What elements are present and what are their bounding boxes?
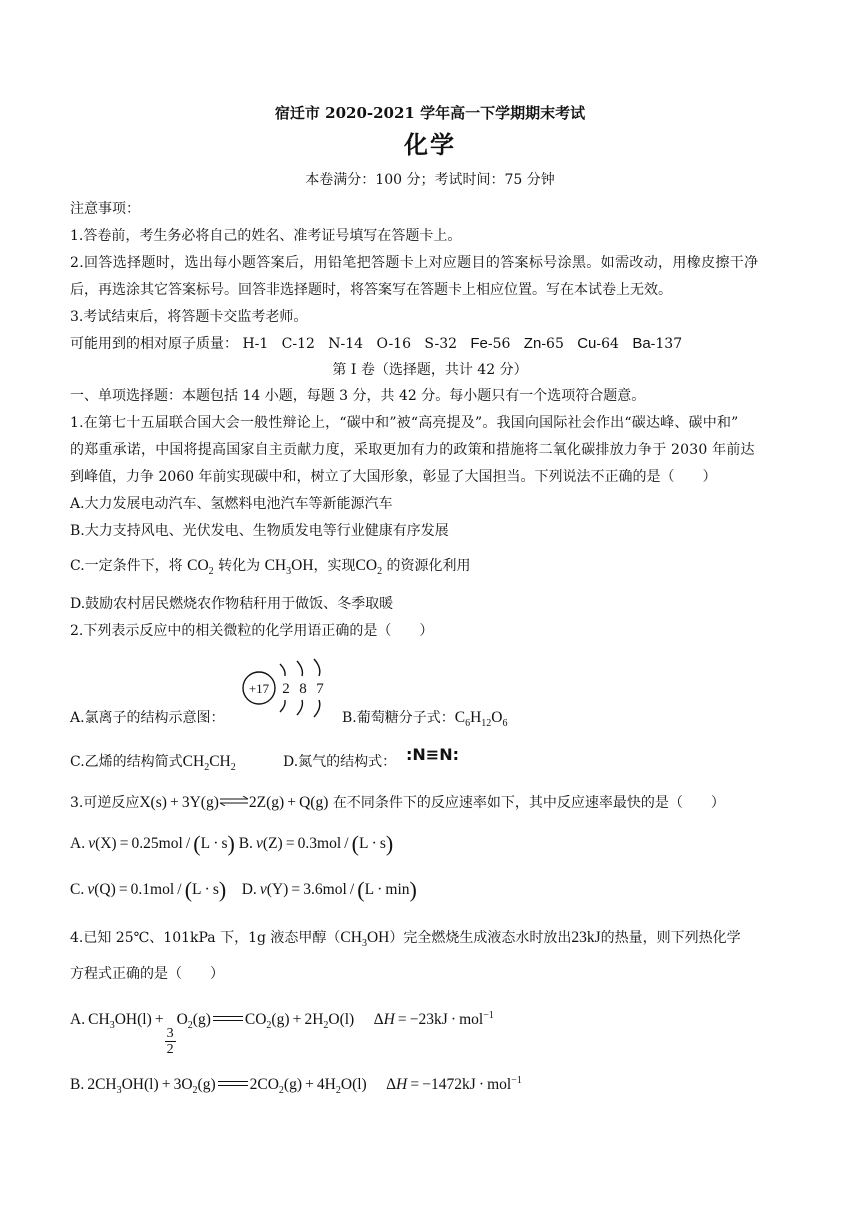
formula-co2: $CO_2$ (355, 557, 383, 578)
mass-ba-symbol: Ba (632, 335, 651, 352)
mass-o: O-16 (376, 336, 411, 352)
equals-arrow-icon (213, 1016, 243, 1021)
q3-option-c-label: C. (70, 881, 85, 898)
nucleus-charge: +17 (248, 681, 270, 696)
q2-option-a: A.氯离子的结构示意图： (70, 710, 225, 726)
q1-stem-line: 1.在第七十五届联合国大会一般性辩论上，“碳中和”被“高亮提及”。我国向国际社会作出“碳达峰、碳中和” (70, 415, 739, 431)
q2-option-d (283, 752, 396, 772)
q2-c-label: C.乙烯的结构简式 (70, 754, 183, 770)
shell-arc (280, 700, 285, 712)
reversible-arrow-icon (219, 796, 249, 806)
chloride-ion-structure-diagram (240, 658, 336, 720)
shell-arc (297, 661, 302, 676)
q2-option-c (70, 752, 236, 772)
q2-d-label: D.氮气的结构式： (283, 754, 397, 770)
q2-stem: 2.下列表示反应中的相关微粒的化学用语正确的是（ ） (70, 623, 434, 639)
section-description: 一、单项选择题：本题包括 14 小题，每题 3 分，共 42 分。每小题只有一个选项符合题意。 (70, 388, 646, 404)
q1-stem-line: 的郑重承诺，中国将提高国家自主贡献力度，采取更加有力的政策和措施将二氧化碳排放力争于 2030 年前达 (70, 442, 755, 458)
equals-arrow-icon (218, 1081, 248, 1086)
q3-option-a-label: A. (70, 835, 86, 852)
q1-c-text: 转化为 (218, 558, 261, 574)
mass-s: S-32 (424, 336, 458, 352)
q4-text: 4.已知 25℃、101kPa 下，1g 液态甲醇（ (70, 930, 341, 946)
fraction-three-halves: $\frac{3}{2}$ (166, 1026, 174, 1057)
q3-option-ab: A. v(X) = 0.25mol / (L · s) B. v(Z) = 0.3mol / (L · s) (70, 831, 394, 856)
q1-stem-line: 到峰值，力争 2060 年前实现碳中和，树立了大国形象，彰显了大国担当。下列说法不正确的是（ ） (70, 469, 717, 485)
formula-glucose: $C_6H_{12}O_6$ (454, 709, 508, 730)
mass-n: N-14 (328, 336, 364, 352)
enthalpy-value: −23kJ (409, 1011, 448, 1028)
q3-suffix: 在不同条件下的反应速率如下，其中反应速率最快的是（ ） (332, 795, 725, 811)
q1-c-text: ，实现 (313, 558, 356, 574)
mass-fe-symbol: Fe (470, 335, 488, 352)
q4-stem-line: 方程式正确的是（ ） (70, 966, 224, 982)
shell-electrons: 2 (282, 681, 290, 697)
q3-option-b-label: B. (238, 835, 253, 852)
q3-prefix: 3.可逆反应 (70, 795, 140, 811)
reversible-reaction-equation: X(s) + 3Y(g) 2Z(g) + Q(g) (139, 794, 329, 811)
q2-b-label: B.葡萄糖分子式： (342, 710, 455, 726)
formula-ethylene: $CH_2CH_2$ (182, 753, 236, 774)
notice-item: 3.考试结束后，将答题卡交监考老师。 (70, 309, 308, 325)
q4-stem-line (70, 928, 741, 948)
q4-option-b: B. $2CH_3OH(l) + 3O_2(g) 2CO_2(g) + 4H_2O(l)$ ΔH = −1472kJ · mol$^{-1}$ (70, 1074, 522, 1097)
shell-arc (280, 664, 285, 676)
q3-option-d-label: D. (241, 881, 257, 898)
formula-ch3oh: $CH_3OH$ (264, 557, 314, 578)
q4-text: 的热量，则下列热化学 (600, 930, 741, 946)
shell-electrons: 8 (299, 681, 307, 697)
shell-arc (297, 700, 302, 715)
mass-cu-value: -64 (596, 336, 619, 352)
exam-info: 本卷满分：100 分；考试时间：75 分钟 (305, 172, 555, 188)
q1-option-a: A.大力发展电动汽车、氢燃料电池汽车等新能源汽车 (70, 496, 393, 512)
notice-item: 后，再选涂其它答案标号。回答非选择题时，将答案写在答题卡上相应位置。写在本试卷上无效。 (70, 282, 672, 298)
q1-c-text: C.一定条件下，将 (70, 558, 183, 574)
q3-stem (70, 793, 725, 813)
q1-option-b: B.大力支持风电、光伏发电、生物质发电等行业健康有序发展 (70, 523, 449, 539)
mass-zn-symbol: Zn (523, 335, 542, 352)
enthalpy-value: −1472kJ (422, 1076, 476, 1093)
subject-title: 化学 (404, 130, 456, 159)
q3-option-cd: C. v(Q) = 0.1mol / (L · s) D. v(Y) = 3.6mol / (L · min) (70, 877, 417, 902)
mass-zn-value: -65 (541, 336, 564, 352)
q2-option-b (342, 708, 508, 728)
shell-arc (314, 700, 320, 717)
q1-option-c (70, 556, 471, 576)
mass-cu-symbol: Cu (577, 335, 597, 352)
shell-electrons: 7 (316, 681, 324, 697)
heat-value: 23kJ (571, 929, 601, 946)
notice-item: 1.答卷前，考生务必将自己的姓名、准考证号填写在答题卡上。 (70, 228, 462, 244)
q1-option-d: D.鼓励农村居民燃烧农作物秸秆用于做饭、冬季取暖 (70, 596, 394, 612)
atomic-masses (70, 334, 682, 354)
notice-item: 2.回答选择题时，选出每小题答案后，用铅笔把答题卡上对应题目的答案标号涂黑。如需改动，用橡皮擦干净 (70, 255, 759, 271)
q4-option-a: A. $CH_3OH(l)$ + $\frac{3}{2}$ $O_2(g) CO_2(g) + 2H_2O(l)$ ΔH = −23kJ · mol$^{-1}$ (70, 1009, 494, 1057)
exam-title: 宿迁市 2020-2021 学年高一下学期期末考试 (274, 104, 586, 122)
mass-fe-value: -56 (487, 336, 511, 352)
atomic-masses-label: 可能用到的相对原子质量： (70, 336, 238, 352)
q4-option-b-label: B. (70, 1076, 85, 1093)
notice-heading: 注意事项： (70, 201, 140, 217)
q4-text: ）完全燃烧生成液态水时放出 (389, 930, 572, 946)
mass-c: C-12 (281, 336, 315, 352)
part1-title: 第 I 卷（选择题，共计 42 分） (332, 362, 528, 378)
formula-n2-structure: :N≡N: (406, 745, 459, 764)
shell-arc (314, 659, 320, 676)
formula-methanol: $CH_3OH$ (340, 929, 390, 950)
mass-h: H-1 (242, 336, 269, 352)
q4-option-a-label: A. (70, 1011, 86, 1028)
q1-c-text: 的资源化利用 (386, 558, 471, 574)
formula-co2: $CO_2$ (187, 557, 214, 578)
mass-ba-value: -137 (650, 336, 683, 352)
